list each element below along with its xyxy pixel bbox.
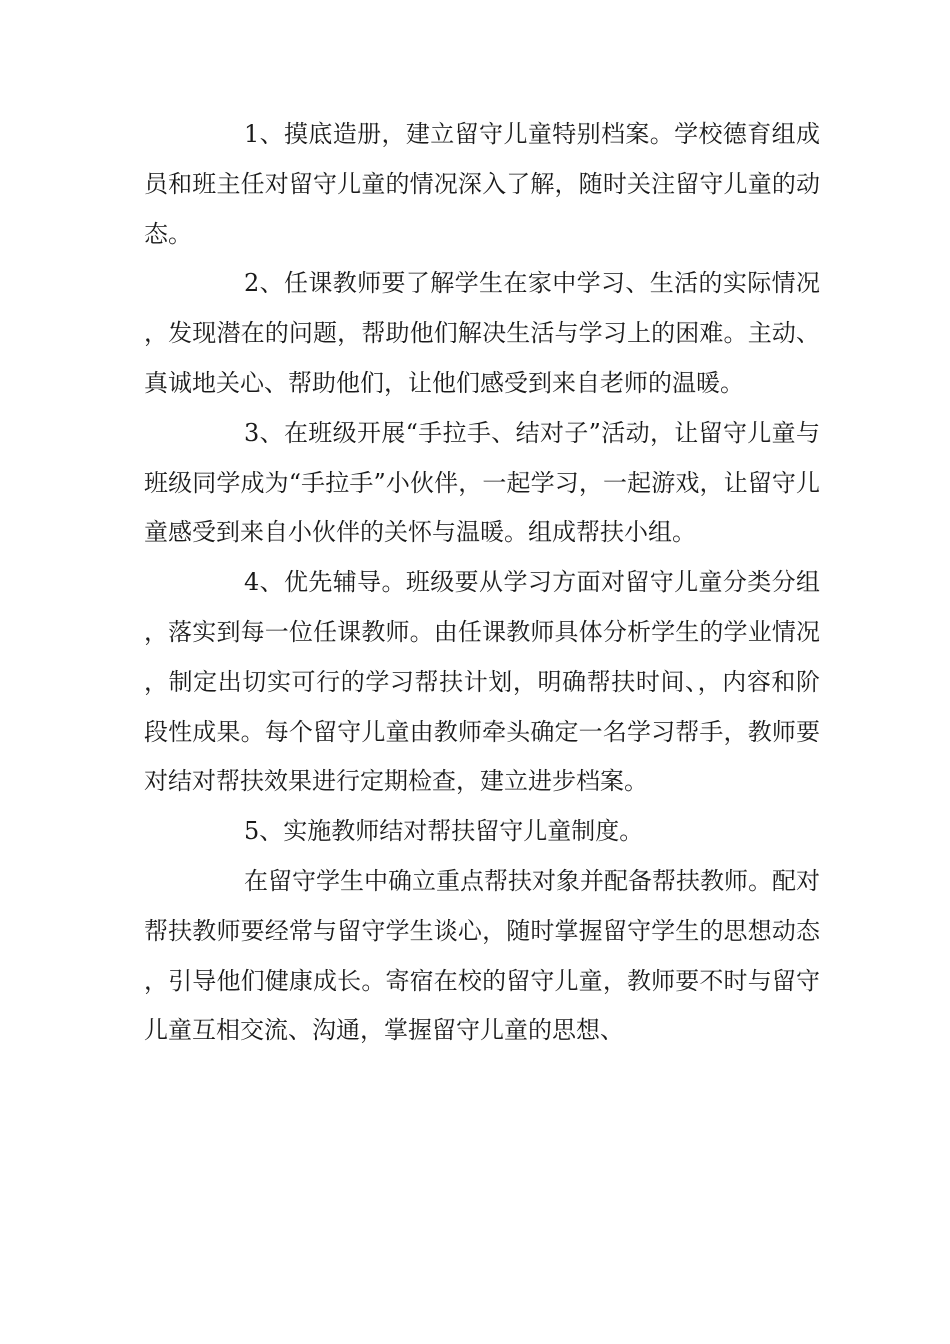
paragraph-1: 1、摸底造册，建立留守儿童特别档案。学校德育组成员和班主任对留守儿童的情况深入了解，随时关注留守儿童的动态。	[144, 120, 820, 248]
paragraph-3: 3、在班级开展“手拉手、结对子”活动，让留守儿童与班级同学成为“手拉手”小伙伴，一起学习，一起游戏，让留守儿童感受到来自小伙伴的关怀与温暖。组成帮扶小组。	[144, 418, 820, 547]
paragraph-4: 4、优先辅导。班级要从学习方面对留守儿童分类分组，落实到每一位任课教师。由任课教师具体分析学生的学业情况，制定出切实可行的学习帮扶计划，明确帮扶时间、，内容和阶段性成果。每个留守儿童由教师牵头确定一名学习帮手，教师要对结对帮扶效果进行定期检查，建立进步档案。	[144, 568, 820, 796]
paragraph-2: 2、任课教师要了解学生在家中学习、生活的实际情况，发现潜在的问题，帮助他们解决生活与学习上的困难。主动、真诚地关心、帮助他们，让他们感受到来自老师的温暖。	[144, 269, 820, 397]
paragraph-5: 5、实施教师结对帮扶留守儿童制度。	[244, 817, 644, 846]
document-page	[144, 110, 820, 1056]
paragraph-6: 在留守学生中确立重点帮扶对象并配备帮扶教师。配对帮扶教师要经常与留守学生谈心，随时掌握留守学生的思想动态，引导他们健康成长。寄宿在校的留守儿童，教师要不时与留守儿童互相交流、沟通，掌握留守儿童的思想、	[144, 866, 820, 1045]
